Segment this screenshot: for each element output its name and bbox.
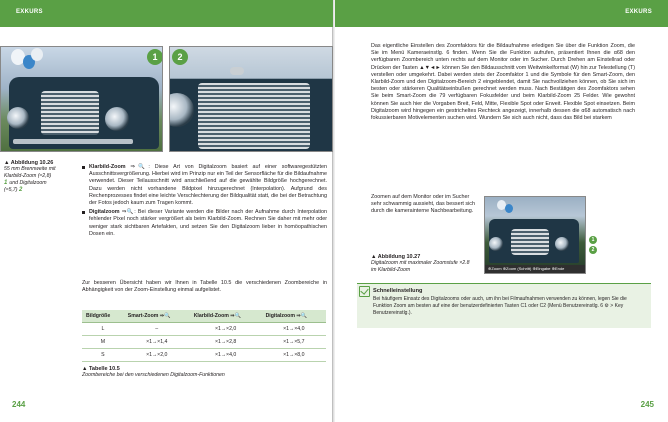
figure-marker-1: 1: [147, 49, 163, 65]
page-number-right: 245: [640, 400, 654, 409]
table-row: [82, 323, 326, 336]
camera-monitor-screenshot: [484, 196, 586, 274]
table-cell: L: [82, 323, 124, 336]
table-header: Klarbild-Zoom ⇒🔍: [190, 310, 262, 323]
hood-emblem: [230, 67, 244, 75]
table-header-row: [82, 310, 326, 323]
table-cell: ×1→×2,0: [190, 323, 262, 336]
table-cell: –: [124, 323, 190, 336]
bullet-klarbild-zoom: Klarbild-Zoom ⇒🔍: Diese Art von Digitalzoom basiert auf einer softwaregestützten Ausschnittsvergrößerung. Hierbei wird im Prinzip nur ein Teil der Sensorfläche für die Bildaufnahme verwendet. Dieser Teilausschnitt wird anschließend auf die gewählte Bildgröße hochgerechnet. Dazu werden nicht vorhandene Bildpixel hinzugerechnet (Interpolation). Aufgrund des Rechenprozesses findet eine leichte Verschlechterung der Bildqualität statt, die bei der Betrachtung der Fotos jedoch kaum zum Tragen kommt.: [82, 164, 327, 207]
caption-line: Digitalzoom mit maximaler Zoomstufe ×2.8: [371, 260, 470, 266]
table-caption-title: ▲ Tabelle 10.5: [82, 366, 120, 372]
tip-box: [357, 283, 651, 328]
zoom-table: [82, 310, 326, 362]
headlamp: [489, 237, 503, 251]
page-number-left: 244: [12, 400, 26, 409]
header-label-right: EXKURS: [625, 9, 652, 15]
right-paragraph-1: Das eigentliche Einstellen des Zoomfaktors für die Bildaufnahme erledigen Sie über die Funktion Zoom, die Sie im Menü Kameraeinstlg. 6 finden. Wenn Sie die Funktion aufrufen, präsentiert Ihnen die α68 den verfügbaren Zoombereich unten rechts auf dem Monitor oder im Sucher. Durch Drehen am Einstellrad oder Drücken der Tasten ▲▼◄► können Sie den Bildausschnitt vom Weitwinkelformat (W) hin zur Telestellung (T) verstellen oder umgekehrt. Dabei werden stets der Zoomfaktor 1 und die Symbole für den Smart-Zoom, den Klarbild-Zoom und den Digitalzoom-Bereich 2 eingeblendet, damit Sie nachvollziehen können, ob Sie sich im besten oder stärkeren Qualitätseinbußen gerechnet werden muss. Nach Bestätigen des Zoomfaktors sehen Sie beim Smart-Zoom die 79 verfügbaren Fokusfelder und beim Klarbild-Zoom 25 Felder. Wie gewohnt können Sie auch hier die Vorgaben Breit, Feld, Mitte, Flexible Spot oder Erweit. Flexible Spot einsetzen. Beim Digitalzoom wird hingegen ein gestricheltes Rechteck angezeigt, innerhalb dessen die α68 automatisch nach fokussierbaren Motivelementen suchen wird. Wundern Sie sich auch nicht, dass das Bild bei starkem: [371, 43, 635, 122]
truck-grille: [511, 229, 549, 255]
caption-line: Klarbild-Zoom (≈2,8): [4, 173, 52, 179]
figure-marker-1: 1: [589, 236, 597, 244]
figure-caption-10-27: [371, 254, 481, 274]
photo-truck-wide: [0, 46, 163, 152]
figure-caption-10-26: [4, 160, 68, 194]
tip-title: Schnelleinstellung: [373, 288, 423, 294]
table-cell: ×1→×4,0: [190, 349, 262, 362]
table-cell: ×1→×4,0: [262, 323, 326, 336]
table-cell: ×1→×2,0: [124, 349, 190, 362]
lcd-status-bar: ⊕Zoom ⊕Zoom (Schritt) ⊕Eingabe ⊕Ende: [485, 265, 585, 273]
table-cell: ×1→×8,0: [262, 349, 326, 362]
intro-paragraph: Zur besseren Übersicht haben wir Ihnen in Tabelle 10.5 die verschiedenen Zoombereiche in Abhängigkeit von der Zoom-Einstellung einmal aufgelistet.: [82, 280, 327, 294]
photo-truck-zoom: [169, 46, 333, 152]
figure-marker-2: 2: [172, 49, 188, 65]
table-caption: [82, 366, 327, 379]
table-header: Digitalzoom ⇒🔍: [262, 310, 326, 323]
truck-grille-closeup: [198, 83, 310, 149]
figure-caption-title: ▲ Abbildung 10.27: [371, 254, 421, 260]
tip-text: Bei häufigem Einsatz des Digitalzooms oder auch, um ihn bei Filmaufnahmen verwenden zu können, legen Sie die Funktion Zoom am besten auf eine der benutzerdefinierten Tasten C1 oder C2 (Menü Benutzereinstlg. 6 ⚙ > Key Benutzereinstlg.).: [373, 296, 627, 316]
headlamp: [7, 107, 29, 129]
table-row: [82, 349, 326, 362]
right-page: [335, 0, 668, 422]
left-page: [0, 0, 333, 422]
caption-line: 55 mm Brennweite mit: [4, 166, 56, 172]
table-header: Smart-Zoom ⇒🔍: [124, 310, 190, 323]
figure-marker-2: 2: [589, 246, 597, 254]
header-label-left: EXKURS: [16, 9, 43, 15]
table-caption-text: Zoombereiche bei den verschiedenen Digitalzoom-Funktionen: [82, 372, 225, 378]
bullet-list: [82, 164, 327, 240]
table-header: Bildgröße: [82, 310, 124, 323]
table-cell: ×1→×2,8: [190, 336, 262, 349]
balloon: [505, 204, 513, 213]
headlamp: [555, 237, 569, 251]
caption-line: (≈5,7) 2: [4, 187, 23, 193]
table-cell: ×1→×5,7: [262, 336, 326, 349]
caption-line: im Klarbild-Zoom: [371, 267, 411, 273]
balloon: [31, 48, 43, 61]
table-row: [82, 336, 326, 349]
header-band-left: [0, 0, 333, 27]
bullet-digitalzoom: Digitalzoom ⇒🔍: Bei dieser Variante werden die Bilder nach der Aufnahme durch Interpolation fehlender Pixel noch stärker vergrößert als beim Klarbild-Zoom. Rechnen Sie daher mit mehr oder weniger stark sichtbaren Artefakten, und setzen Sie den Digitalzoom lieber in homöopathischen Dosen ein.: [82, 209, 327, 238]
table-cell: S: [82, 349, 124, 362]
figure-caption-title: ▲ Abbildung 10.26: [4, 160, 54, 166]
right-paragraph-2: Zoomen auf dem Monitor oder im Sucher sehr schwammig aussieht, das bessert sich durch die kamerainterne Nachbearbeitung.: [371, 194, 475, 215]
checkmark-icon: [359, 286, 370, 297]
bumper: [13, 139, 133, 144]
headlamp: [105, 107, 129, 131]
header-band-right: [335, 0, 668, 27]
truck-grille: [41, 91, 99, 135]
caption-line: 1 und Digitalzoom: [4, 180, 47, 186]
table-cell: M: [82, 336, 124, 349]
table-cell: ×1→×1,4: [124, 336, 190, 349]
